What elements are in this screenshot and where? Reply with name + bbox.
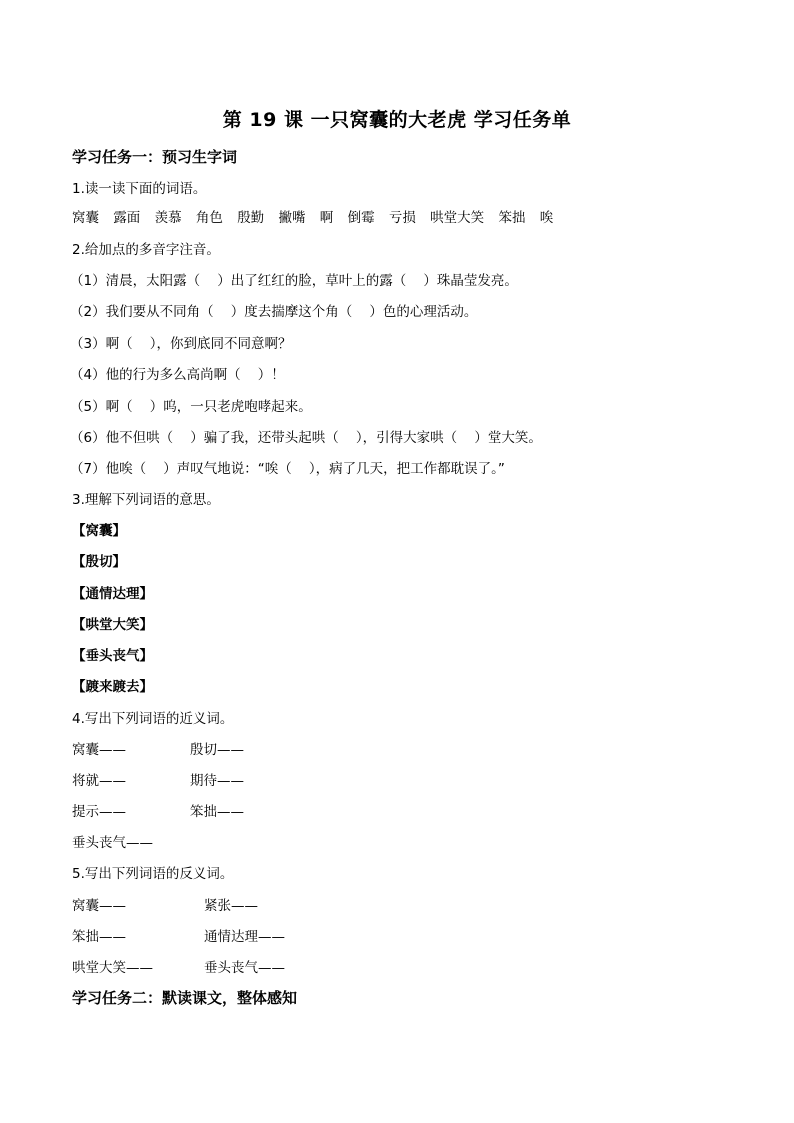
vocab-word: 亏损 — [388, 210, 416, 226]
q3-term: 【哄堂大笑】 — [72, 617, 153, 633]
q2-item: （2）我们要从不同角（ ）度去揣摩这个角（ ）色的心理活动。 — [70, 304, 478, 320]
antonym-item: 窝囊—— — [72, 898, 126, 914]
vocabulary-list — [72, 206, 563, 226]
synonym-item: 垂头丧气—— — [72, 835, 153, 851]
vocab-word: 撇嘴 — [278, 210, 306, 226]
vocab-word: 露面 — [113, 210, 141, 226]
question-2: 2.给加点的多音字注音。 — [72, 242, 220, 258]
vocab-word: 窝囊 — [72, 210, 99, 226]
antonym-item: 笨拙—— — [72, 929, 126, 945]
antonym-item: 通情达理—— — [204, 929, 285, 945]
q2-item: （3）啊（ ），你到底同不同意啊？ — [70, 336, 292, 352]
q2-item: （7）他唉（ ）声叹气地说：“唉（ ），病了几天，把工作都耽误了。” — [70, 461, 505, 477]
question-1: 1.读一读下面的词语。 — [72, 181, 207, 197]
vocab-word: 唉 — [539, 210, 554, 226]
antonym-item: 紧张—— — [204, 898, 258, 914]
synonym-item: 笨拙—— — [190, 804, 244, 820]
antonym-item: 垂头丧气—— — [204, 960, 285, 976]
vocab-word: 啊 — [319, 210, 334, 226]
synonym-item: 窝囊—— — [72, 742, 126, 758]
vocab-word: 倒霉 — [347, 210, 375, 226]
page-title: 第 19 课 一只窝囊的大老虎 学习任务单 — [222, 109, 572, 131]
vocab-word: 笨拙 — [498, 210, 526, 226]
q2-item: （5）啊（ ）呜，一只老虎咆哮起来。 — [70, 399, 312, 415]
synonym-item: 将就—— — [72, 773, 126, 789]
vocab-word: 角色 — [195, 210, 223, 226]
q3-term: 【踱来踱去】 — [72, 679, 153, 695]
synonym-item: 提示—— — [72, 804, 126, 820]
q3-term: 【垂头丧气】 — [72, 648, 153, 664]
synonym-item: 殷切—— — [190, 742, 244, 758]
q2-item: （1）清晨，太阳露（ ）出了红红的脸，草叶上的露（ ）珠晶莹发亮。 — [70, 273, 518, 289]
antonym-item: 哄堂大笑—— — [72, 960, 153, 976]
task2-heading: 学习任务二：默读课文，整体感知 — [72, 989, 298, 1007]
q3-term: 【殷切】 — [72, 554, 126, 570]
q2-item: （4）他的行为多么高尚啊（ ）！ — [70, 367, 285, 383]
synonym-item: 期待—— — [190, 773, 244, 789]
vocab-word: 哄堂大笑 — [430, 210, 485, 226]
task1-heading: 学习任务一：预习生字词 — [72, 148, 238, 166]
vocab-word: 羡慕 — [154, 210, 182, 226]
question-5: 5.写出下列词语的反义词。 — [72, 866, 234, 882]
question-3: 3.理解下列词语的意思。 — [72, 492, 220, 508]
q3-term: 【通情达理】 — [72, 586, 153, 602]
q3-term: 【窝囊】 — [72, 523, 126, 539]
question-4: 4.写出下列词语的近义词。 — [72, 711, 234, 727]
q2-item: （6）他不但哄（ ）骗了我，还带头起哄（ ），引得大家哄（ ）堂大笑。 — [70, 430, 542, 446]
vocab-word: 殷勤 — [237, 210, 265, 226]
